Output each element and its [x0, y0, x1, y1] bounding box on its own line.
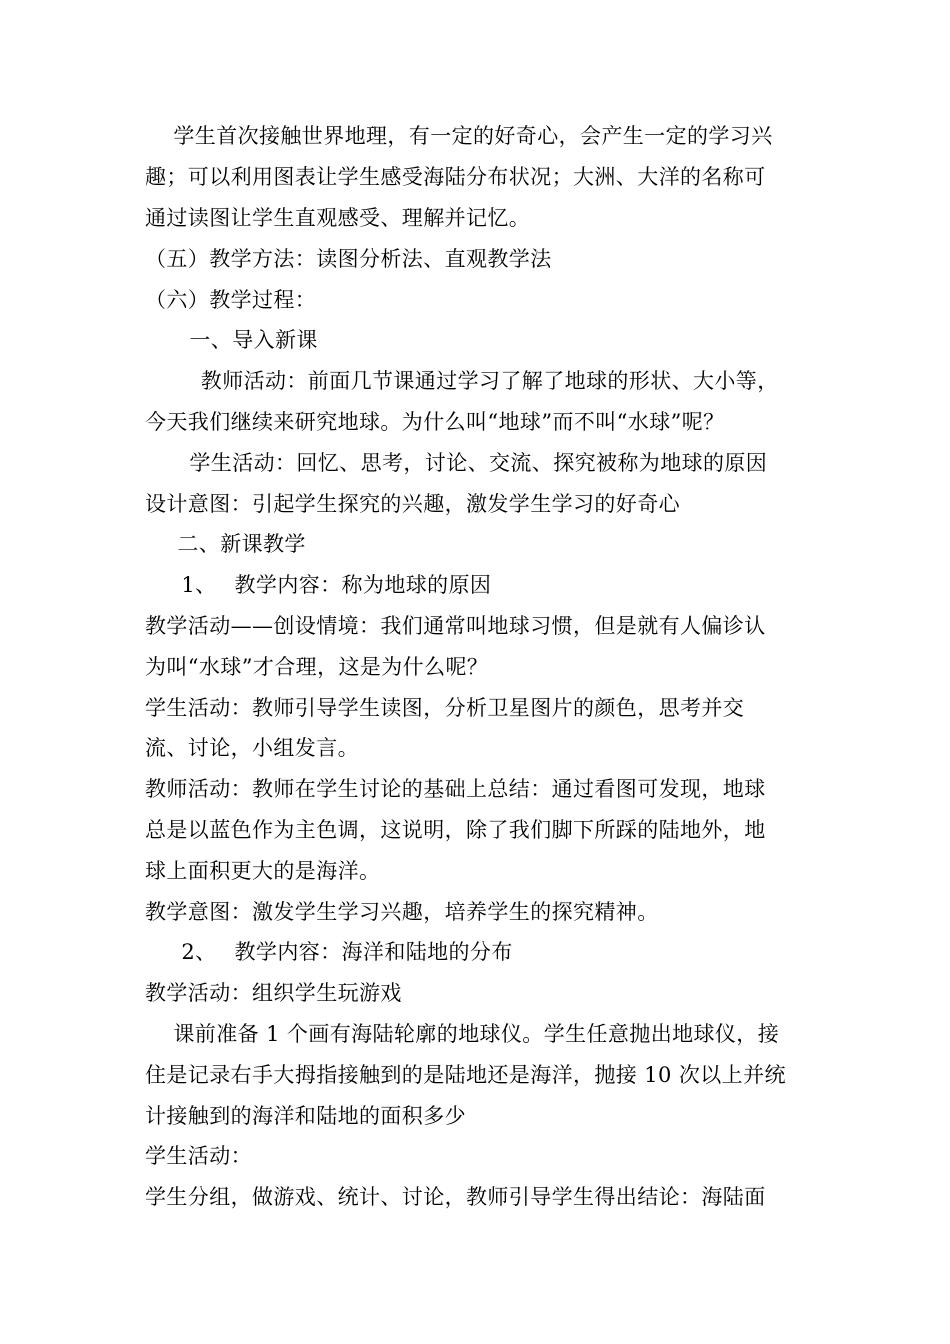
paragraph-line: 学生活动：回忆、思考，讨论、交流、探究被称为地球的原因 — [168, 451, 768, 475]
paragraph-line: 通过读图让学生直观感受、理解并记忆。 — [145, 206, 531, 230]
subsection-heading: 一、导入新课 — [168, 328, 318, 352]
paragraph-line: 课前准备 1 个画有海陆轮廓的地球仪。学生任意抛出地球仪，接 — [152, 1022, 780, 1046]
paragraph-line: 教学意图：激发学生学习兴趣，培养学生的探究精神。 — [145, 900, 659, 924]
paragraph-line: 流、讨论，小组发言。 — [145, 736, 359, 760]
paragraph-line: 为叫“水球”才合理，这是为什么呢？ — [145, 655, 489, 679]
paragraph-line: 总是以蓝色作为主色调，这说明，除了我们脚下所踩的陆地外，地 — [145, 818, 766, 842]
section-heading: （五）教学方法：读图分析法、直观教学法 — [145, 247, 552, 271]
paragraph-line: 教学活动：组织学生玩游戏 — [145, 981, 402, 1005]
paragraph-line: 教师活动：前面几节课通过学习了解了地球的形状、大小等， — [158, 369, 779, 393]
paragraph-line: 教师活动：教师在学生讨论的基础上总结：通过看图可发现，地球 — [145, 777, 766, 801]
subsection-heading: 二、新课教学 — [156, 532, 306, 556]
paragraph-line: 学生活动：教师引导学生读图，分析卫星图片的颜色，思考并交 — [145, 696, 745, 720]
list-item-heading: 2、 教学内容：海洋和陆地的分布 — [160, 940, 513, 964]
paragraph-line: 学生分组，做游戏、统计、讨论，教师引导学生得出结论：海陆面 — [145, 1185, 766, 1209]
paragraph-line: 学生活动： — [145, 1144, 252, 1168]
paragraph-line: 趣；可以利用图表让学生感受海陆分布状况；大洲、大洋的名称可 — [145, 165, 766, 189]
paragraph-line: 计接触到的海洋和陆地的面积多少 — [145, 1104, 466, 1128]
paragraph-line: 设计意图：引起学生探究的兴趣，激发学生学习的好奇心 — [145, 492, 680, 516]
paragraph-line: 今天我们继续来研究地球。为什么叫“地球”而不叫“水球”呢？ — [145, 410, 725, 434]
section-heading: （六）教学过程： — [145, 288, 317, 312]
list-item-heading: 1、 教学内容：称为地球的原因 — [160, 573, 492, 597]
paragraph-line: 住是记录右手大拇指接触到的是陆地还是海洋，抛接 10 次以上并统 — [145, 1063, 786, 1087]
paragraph-line: 学生首次接触世界地理，有一定的好奇心，会产生一定的学习兴 — [152, 124, 773, 148]
paragraph-line: 教学活动——创设情境：我们通常叫地球习惯，但是就有人偏诊认 — [145, 614, 766, 638]
paragraph-line: 球上面积更大的是海洋。 — [145, 859, 381, 883]
